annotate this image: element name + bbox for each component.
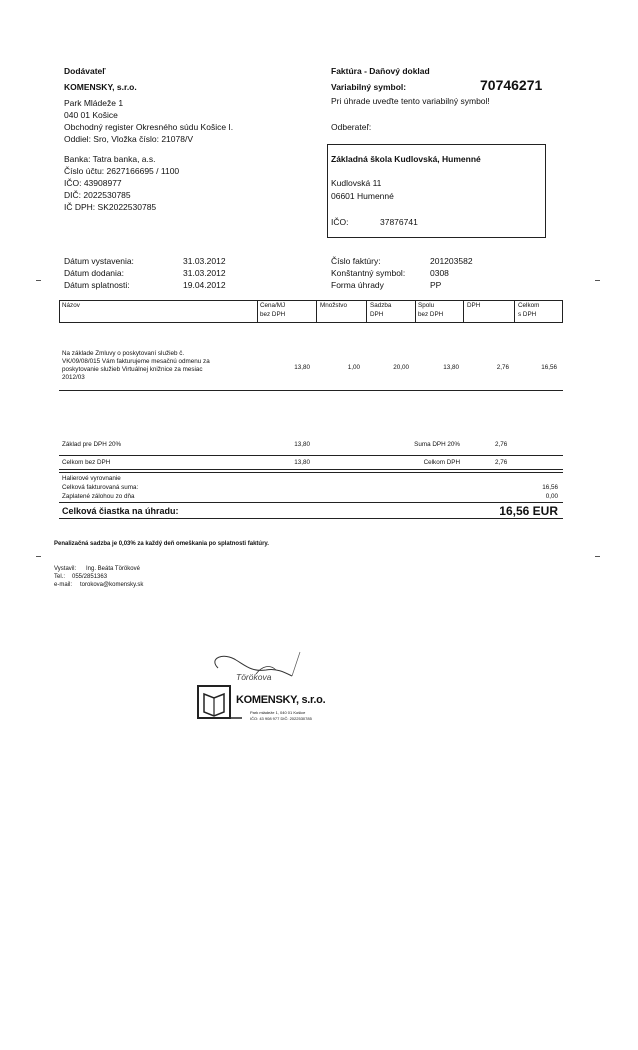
margin-mark [595, 280, 600, 281]
customer-ico-label: IČO: [331, 217, 349, 227]
email-value: torokova@komensky.sk [80, 582, 144, 588]
constant-symbol-label: Konštantný symbol: [331, 268, 406, 278]
company-stamp [196, 646, 346, 736]
penalty-note: Penalizačná sadzba je 0,03% za každý deň omeškania po splatnosti faktúry. [54, 541, 269, 547]
customer-address1: Kudlovská 11 [331, 178, 382, 188]
supplier-register1: Obchodný register Okresného súdu Košice I. [64, 122, 234, 132]
item-qty: 1,00 [347, 364, 360, 371]
date-delivered-label: Dátum dodania: [64, 268, 125, 278]
amount-due-label: Celková čiastka na úhradu: [62, 506, 179, 516]
column-divider [257, 300, 258, 322]
vat-total-label: Celkom DPH [423, 459, 460, 466]
email-label: e-mail: [54, 582, 73, 588]
column-header-price-sub: bez DPH [260, 311, 286, 318]
variable-symbol-value: 70746271 [480, 77, 543, 93]
vat-total-value: 2,76 [495, 459, 508, 466]
invoiced-sum-label: Celková fakturovaná suma: [62, 484, 139, 491]
amount-due-value: 16,56 EUR [499, 504, 558, 518]
stamp-signature: Törökova [236, 672, 272, 682]
customer-ico-value: 37876741 [380, 217, 418, 227]
item-price: 13,80 [294, 364, 310, 371]
date-issued-label: Dátum vystavenia: [64, 256, 134, 266]
invoice-number: 201203582 [430, 256, 473, 266]
advance-label: Zaplatené zálohou zo dňa [62, 493, 135, 500]
column-divider [366, 300, 367, 322]
supplier-name: KOMENSKY, s.r.o. [64, 82, 137, 92]
column-header-total-sub: bez DPH [418, 311, 444, 318]
item-description-line2: VK/09/08/015 Vám fakturujeme mesačnú odmenu za [62, 358, 210, 365]
vat-sum-label: Suma DPH 20% [414, 441, 460, 448]
column-header-name: Názov [62, 302, 80, 309]
net-total-value: 13,80 [294, 459, 310, 466]
column-header-total: Spolu [418, 302, 435, 309]
customer-label: Odberateľ: [331, 122, 372, 132]
margin-mark [36, 556, 41, 557]
vat-base-value: 13,80 [294, 441, 310, 448]
supplier-account: Číslo účtu: 2627166695 / 1100 [64, 166, 180, 176]
column-header-qty: Množstvo [320, 302, 347, 309]
summary-separator [59, 455, 563, 456]
invoice-number-label: Číslo faktúry: [331, 256, 381, 266]
item-description-line3: poskytovanie služieb Virtuálnej knižnice za mesiac [62, 366, 203, 373]
net-total-label: Celkom bez DPH [62, 459, 111, 466]
supplier-ico: IČO: 43908977 [64, 178, 122, 188]
signature-icon [196, 646, 346, 736]
column-header-price: Cena/MJ [260, 302, 286, 309]
column-header-rate-sub: DPH [370, 311, 384, 318]
customer-address2: 06601 Humenné [331, 191, 394, 201]
vat-base-label: Základ pre DPH 20% [62, 441, 122, 448]
column-divider [514, 300, 515, 322]
margin-mark [36, 280, 41, 281]
item-description-line1: Na základe Zmluvy o poskytovaní služieb č. [62, 350, 185, 357]
due-separator [59, 502, 563, 503]
supplier-address1: Park Mládeže 1 [64, 98, 124, 108]
totals-separator-double [59, 472, 563, 473]
supplier-heading: Dodávateľ [64, 66, 106, 76]
column-divider [415, 300, 416, 322]
item-description-line4: 2012/03 [62, 374, 85, 381]
item-grand: 16,56 [541, 364, 557, 371]
item-separator [59, 390, 563, 391]
payment-form: PP [430, 280, 442, 290]
supplier-icdph: IČ DPH: SK2022530785 [64, 202, 157, 212]
column-header-grand: Celkom [518, 302, 540, 309]
variable-symbol-note: Pri úhrade uveďte tento variabilný symbol! [331, 96, 490, 106]
rounding-label: Halierové vyrovnanie [62, 475, 121, 482]
item-rate: 20,00 [393, 364, 409, 371]
stamp-company: KOMENSKY, s.r.o. [236, 694, 326, 706]
issuer-name: Ing. Beáta Törökové [86, 566, 140, 572]
stamp-line1: Park mládeže 1, 040 01 Košice [250, 710, 306, 715]
totals-separator [59, 469, 563, 470]
item-vat: 2,76 [496, 364, 509, 371]
date-due: 19.04.2012 [183, 280, 226, 290]
margin-mark [595, 556, 600, 557]
supplier-dic: DIČ: 2022530785 [64, 190, 131, 200]
variable-symbol-label: Variabilný symbol: [331, 82, 407, 92]
column-header-rate: Sadzba [370, 302, 392, 309]
customer-box [327, 144, 546, 238]
stamp-line2: IČO: 43 908 977 DIČ: 2022530785 [250, 716, 312, 721]
payment-form-label: Forma úhrady [331, 280, 384, 290]
column-header-grand-sub: s DPH [518, 311, 537, 318]
column-header-vat: DPH [467, 302, 481, 309]
constant-symbol: 0308 [430, 268, 449, 278]
column-divider [463, 300, 464, 322]
vat-sum-value: 2,76 [495, 441, 508, 448]
column-divider [316, 300, 317, 322]
phone-value: 055/2851363 [72, 574, 108, 580]
item-total: 13,80 [443, 364, 459, 371]
advance-value: 0,00 [545, 493, 558, 500]
date-delivered: 31.03.2012 [183, 268, 226, 278]
date-due-label: Dátum splatnosti: [64, 280, 130, 290]
phone-label: Tel.: [54, 574, 66, 580]
invoice-title: Faktúra - Daňový doklad [331, 66, 430, 76]
due-underline [59, 518, 563, 519]
supplier-bank: Banka: Tatra banka, a.s. [64, 154, 156, 164]
supplier-register2: Oddiel: Sro, Vložka číslo: 21078/V [64, 134, 193, 144]
invoiced-sum-value: 16,56 [542, 484, 558, 491]
customer-name: Základná škola Kudlovská, Humenné [331, 154, 481, 164]
date-issued: 31.03.2012 [183, 256, 226, 266]
table-header [59, 300, 563, 323]
issuer-label: Vystavil: [54, 566, 77, 572]
supplier-address2: 040 01 Košice [64, 110, 118, 120]
